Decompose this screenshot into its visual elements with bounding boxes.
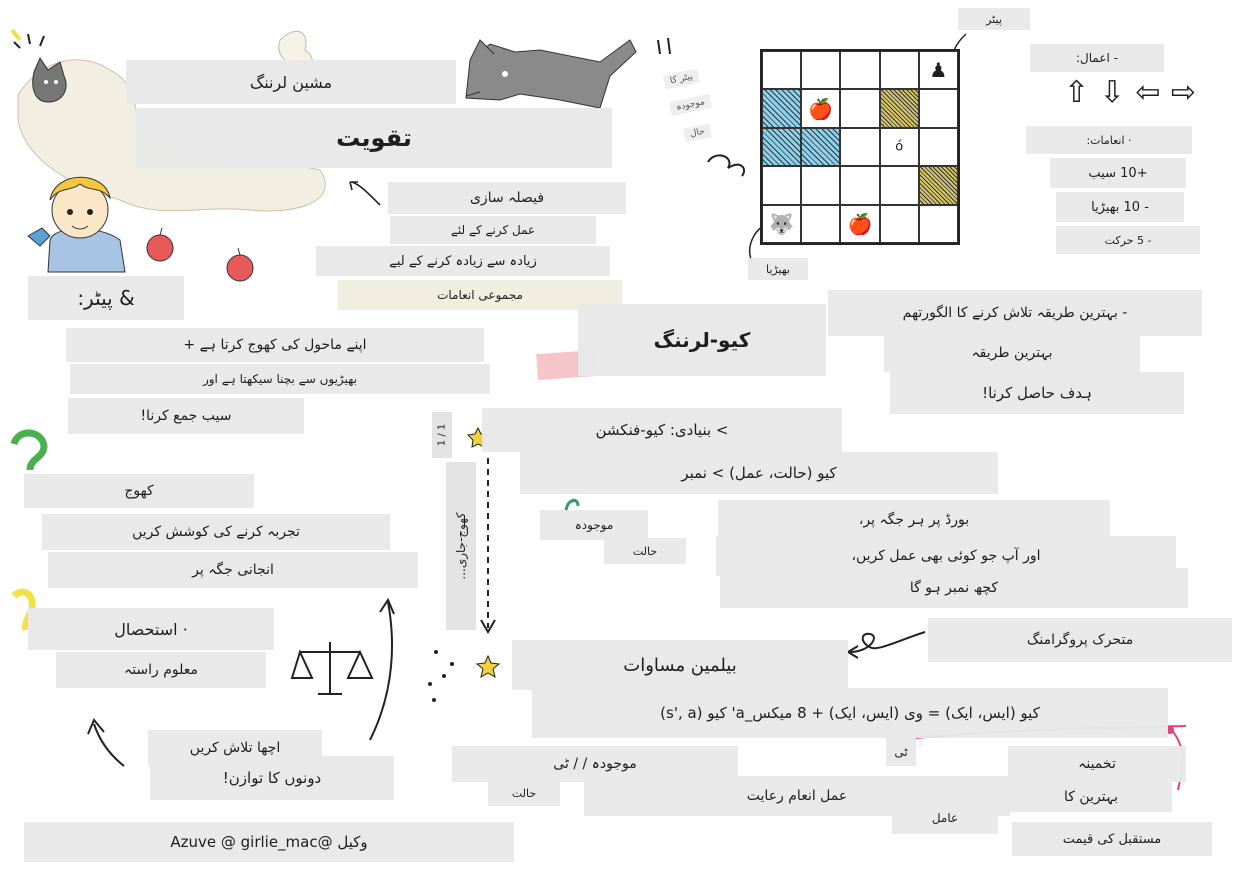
apple-icon <box>227 248 253 281</box>
board-line-1: بورڈ پر ہر جگہ پر، <box>718 500 1110 540</box>
future-value-label: مستقبل کی قیمت <box>1012 822 1212 856</box>
bellman-equation: کیو (ایس، ایک) = وی (ایس، ایک) + 8 میکس_a' کیو (s', a) <box>532 688 1168 738</box>
grid-cell <box>840 128 879 166</box>
qlearning-algo: - بہترین طریقہ تلاش کرنے کا الگورتھم <box>828 290 1202 336</box>
qlearning-title: کیو-لرننگ <box>578 304 826 376</box>
grid-cell <box>762 51 801 89</box>
squiggle-icon <box>708 155 744 176</box>
apple-icon: 🍎 <box>847 211 873 236</box>
state-label: حالت <box>604 538 686 564</box>
current-label: موجودہ <box>540 510 648 540</box>
grid-cell <box>762 89 801 127</box>
grid-cell <box>840 89 879 127</box>
t-label: ٹی <box>886 738 916 766</box>
peter-heading: & پیٹر: <box>28 276 184 320</box>
grid-cell <box>801 51 840 89</box>
grid-wolf-label: بھیڑیا <box>748 258 808 280</box>
bellman-title: بیلمین مساوات <box>512 640 848 690</box>
circle-mark: ó <box>895 139 904 155</box>
grid-cell <box>801 166 840 204</box>
grid-cell <box>919 166 958 204</box>
grid-cell <box>840 166 879 204</box>
cumulative-rewards-label: مجموعی انعامات <box>338 280 622 310</box>
page-count-label: 1 / 1 <box>432 412 452 458</box>
grid-cell <box>919 205 958 243</box>
maximize-label: زیادہ سے زیادہ کرنے کے لیے <box>316 246 610 276</box>
rewards-title: · انعامات: <box>1026 126 1192 154</box>
balance-line-find: اچھا تلاش کریں <box>148 730 322 766</box>
grid-cell <box>762 128 801 166</box>
up-arrow-icon: ⇧ <box>1064 75 1090 110</box>
grid-peter-label: پیٹر <box>958 8 1030 30</box>
up-arrow-line-icon <box>370 602 392 740</box>
wolf-icon <box>466 40 636 108</box>
peter-line-apples: سیب جمع کرنا! <box>68 398 304 434</box>
qlearning-goal: ہدف حاصل کرنا! <box>890 372 1184 414</box>
apple-icon: 🍎 <box>808 96 834 121</box>
reward-wolf: - 10 بھیڑیا <box>1056 192 1184 222</box>
board-line-2: اور آپ جو کوئی بھی عمل کریں، <box>716 536 1176 576</box>
to-act-label: عمل کرنے کے لئے <box>390 216 596 244</box>
grid-cell <box>801 89 840 127</box>
bellman-state-label: حالت <box>488 780 560 806</box>
right-arrow-icon: ⇨ <box>1170 75 1196 110</box>
arrow-label-current: موجودہ <box>669 94 712 116</box>
grid-cell <box>919 128 958 166</box>
grid-cell <box>919 51 958 89</box>
motion-marks-icon <box>658 38 670 54</box>
exploit-line-known: معلوم راستہ <box>56 652 266 688</box>
arrow-label-state: حال <box>683 123 712 142</box>
star-icon <box>477 656 499 677</box>
small-wolf-icon <box>33 58 66 102</box>
peter-icon: ♟ <box>929 58 948 83</box>
decision-making-label: فیصلہ سازی <box>388 182 626 214</box>
title-machine-learning: مشین لرننگ <box>126 60 456 104</box>
bird-icon <box>28 228 50 246</box>
curl-arrow-icon <box>352 182 380 205</box>
peter-line-wolves: بھیڑیوں سے بچنا سیکھتا ہے اور <box>70 364 490 394</box>
explore-title: کھوج <box>24 474 254 508</box>
curl-arrow-icon <box>850 632 925 652</box>
left-arrow-line-icon <box>94 724 124 766</box>
grid-world <box>760 49 960 245</box>
yellow-spark-icon <box>12 30 20 40</box>
actions-title: - اعمال: <box>1030 44 1164 72</box>
qlearning-best-policy: بہترین طریقہ <box>884 334 1140 372</box>
best-of-label: بہترین کا <box>1010 782 1172 812</box>
grid-cell <box>840 205 879 243</box>
grid-cell <box>880 89 919 127</box>
left-arrow-icon: ⇦ <box>1135 75 1161 110</box>
credit-line: وکیل @Azuve @ girlie_mac <box>24 822 514 862</box>
grid-cell <box>880 51 919 89</box>
grid-cell <box>919 89 958 127</box>
qfunction-definition: کیو (حالت، عمل) > نمبر <box>520 452 998 494</box>
grid-cell <box>840 51 879 89</box>
explore-line-experiment: تجربہ کرنے کی کوشش کریں <box>42 514 390 550</box>
factor-label: عامل <box>892 802 998 834</box>
grid-cell <box>880 205 919 243</box>
grid-cell <box>801 205 840 243</box>
grid-cell <box>762 205 801 243</box>
exploit-title: · استحصال <box>28 608 274 650</box>
qfunction-basic: > بنیادی: کیو-فنکشن <box>482 408 842 452</box>
reward-apple: +10 سیب <box>1050 158 1186 188</box>
peter-line-explores: اپنے ماحول کی کھوج کرتا ہے + <box>66 328 484 362</box>
balance-scale-icon <box>292 642 372 694</box>
page-title: تقویت <box>136 108 612 168</box>
action-arrows <box>1064 76 1196 110</box>
grid-cell <box>880 166 919 204</box>
reward-move: - 5 حرکت <box>1056 226 1200 254</box>
dynamic-programming-label: متحرک پروگرامنگ <box>928 618 1232 662</box>
estimate-label: تخمینہ <box>1008 746 1186 782</box>
apple-icon <box>147 228 173 261</box>
explore-vertical-label: کھوج-جاری... <box>446 462 476 630</box>
wolf-icon: 🐺 <box>769 211 795 236</box>
dots-icon <box>428 650 454 702</box>
current-state-t: موجودہ / / ٹی <box>452 746 738 782</box>
grid-cell <box>762 166 801 204</box>
board-line-3: کچھ نمبر ہو گا <box>720 568 1188 608</box>
green-question-icon <box>14 433 44 470</box>
balance-line-both: دونوں کا توازن! <box>150 756 394 800</box>
arrow-label-peter: پیٹر کا <box>663 69 700 90</box>
grid-cell <box>880 128 919 166</box>
grid-cell <box>801 128 840 166</box>
explore-line-unknown: انجانی جگہ پر <box>48 552 418 588</box>
reward-discount-label: عمل انعام رعایت <box>584 776 1010 816</box>
down-arrow-icon: ⇩ <box>1099 75 1125 110</box>
